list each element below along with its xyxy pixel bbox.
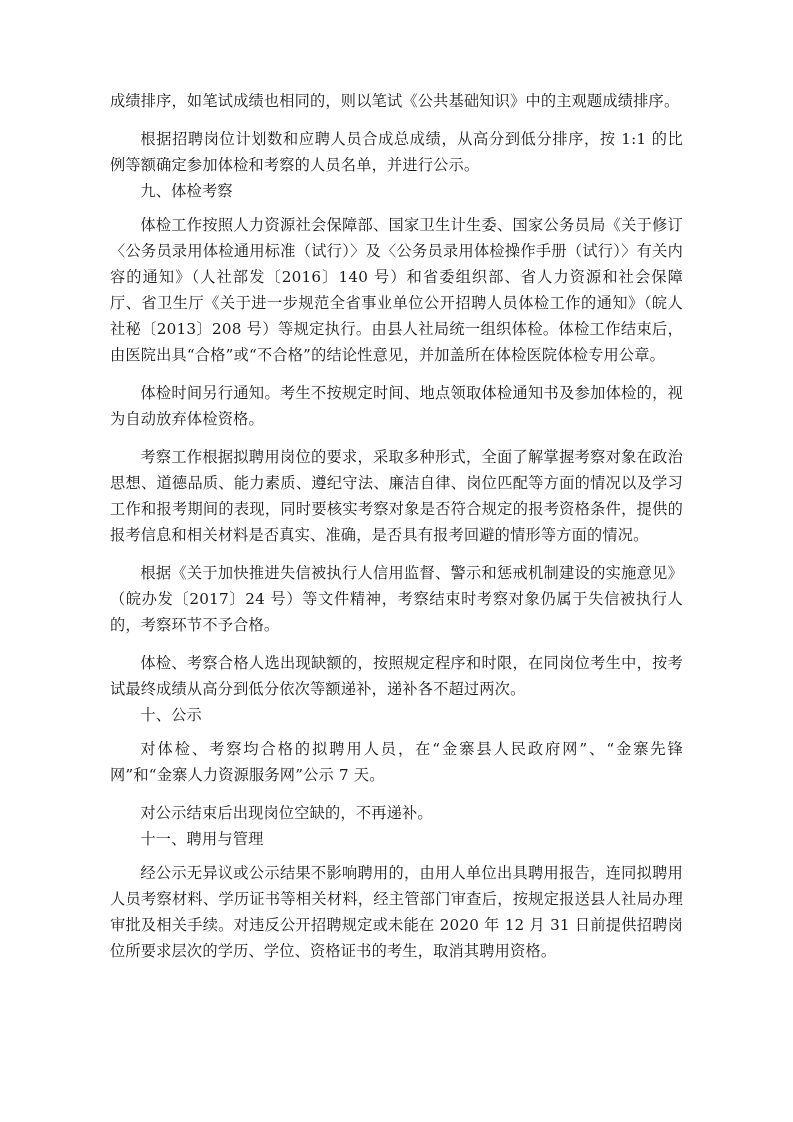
paragraph-physical-exam-time: 体检时间另行通知。考生不按规定时间、地点领取体检通知书及参加体检的，视为自动放弃体检资格。: [110, 384, 683, 428]
document-body: [110, 88, 683, 964]
paragraph-inspection-work: 考察工作根据拟聘用岗位的要求，采取多种形式，全面了解掌握考察对象在政治思想、道德品质、能力素质、遵纪守法、廉洁自律、岗位匹配等方面的情况以及学习工作和报考期间的表现，同时要核实考察对象是否符合规定的报考资格条件，提供的报考信息和相关材料是否真实、准确，是否具有报考回避的情形等方面的情况。: [110, 448, 683, 544]
section-heading-employment: 十一、聘用与管理: [140, 830, 264, 848]
paragraph-ranking-continued: 成绩排序，如笔试成绩也相同的，则以笔试《公共基础知识》中的主观题成绩排序。: [110, 92, 680, 110]
paragraph-public-notice: 对体检、考察均合格的拟聘用人员，在“金寨县人民政府网”、“金寨先锋网”和“金寨人力资源服务网”公示 7 天。: [110, 740, 683, 784]
paragraph-no-replacement: 对公示结束后出现岗位空缺的，不再递补。: [140, 804, 433, 822]
paragraph-vacancy-replacement: 体检、考察合格人选出现缺额的，按照规定程序和时限，在同岗位考生中，按考试最终成绩从高分到低分依次等额递补，递补各不超过两次。: [110, 654, 683, 698]
section-heading-physical-exam: 九、体检考察: [140, 182, 233, 200]
paragraph-employment-management: 经公示无异议或公示结果不影响聘用的，由用人单位出具聘用报告，连同拟聘用人员考察材料、学历证书等相关材料，经主管部门审查后，按规定报送县人社局办理审批及相关手续。对违反公开招聘规定或未能在 2020 年 12 月 31 日前提供招聘岗位所要求层次的学历、学位、资格证书的考生，取消其聘用资格。: [110, 864, 683, 960]
section-heading-public-notice: 十、公示: [140, 706, 202, 724]
paragraph-ranking-ratio: 根据招聘岗位计划数和应聘人员合成总成绩，从高分到低分排序，按 1:1 的比例等额确定参加体检和考察的人员名单，并进行公示。: [110, 130, 683, 174]
paragraph-physical-exam-rules: 体检工作按照人力资源社会保障部、国家卫生计生委、国家公务员局《关于修订〈公务员录用体检通用标准（试行）〉及〈公务员录用体检操作手册（试行）〉有关内容的通知》（人社部发〔2016〕140 号）和省委组织部、省人力资源和社会保障厅、省卫生厅《关于进一步规范全省事业单位公开招聘人员体检工作的通知》（皖人社秘〔2013〕208 号）等规定执行。由县人社局统一组织体检。体检工作结束后，由医院出具“合格”或“不合格”的结论性意见，并加盖所在体检医院体检专用公章。: [110, 216, 683, 364]
paragraph-dishonest-persons: 根据《关于加快推进失信被执行人信用监督、警示和惩戒机制建设的实施意见》（皖办发〔2017〕24 号）等文件精神，考察结束时考察对象仍属于失信被执行人的，考察环节不予合格。: [110, 564, 683, 634]
